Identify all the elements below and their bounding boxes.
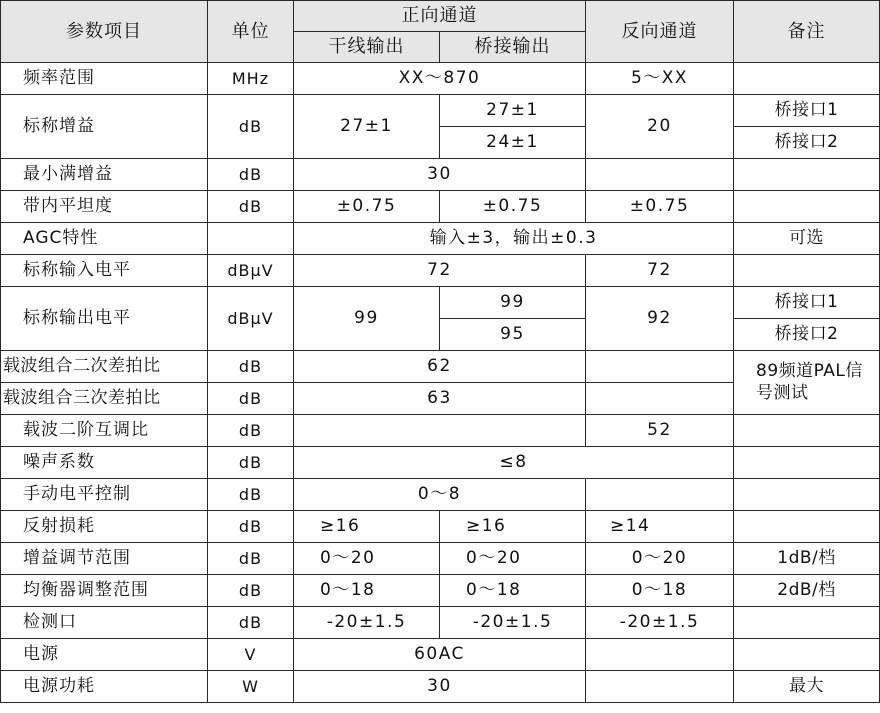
param-cell: 载波组合三次差拍比 [1, 383, 208, 415]
unit-cell: dBμV [208, 287, 294, 351]
note-cell [734, 191, 880, 223]
reverse-value-cell: 5～XX [586, 63, 734, 95]
forward-value-cell [294, 415, 586, 447]
param-cell: 标称输入电平 [1, 255, 208, 287]
unit-cell [208, 223, 294, 255]
unit-cell: dB [208, 351, 294, 383]
forward-value-cell: XX～870 [294, 63, 586, 95]
note-cell: 2dB/档 [734, 575, 880, 607]
trunk-value-cell: ≥16 [294, 511, 440, 543]
agc-value-cell: 输入±3，输出±0.3 [294, 223, 734, 255]
header-unit: 单位 [208, 1, 294, 63]
noise-figure-value-cell: ≤8 [294, 447, 734, 479]
unit-cell: dB [208, 607, 294, 639]
table-header [1, 1, 880, 63]
table-row [1, 223, 880, 255]
unit-cell: MHz [208, 63, 294, 95]
note-cell: 桥接口1 [734, 95, 880, 127]
bridge-value-cell: -20±1.5 [440, 607, 586, 639]
table-row [1, 287, 880, 319]
reverse-value-cell [586, 671, 734, 703]
table-row [1, 351, 880, 383]
unit-cell: dB [208, 479, 294, 511]
note-cell: 桥接口2 [734, 127, 880, 159]
reverse-value-cell [586, 479, 734, 511]
param-cell: 载波组合二次差拍比 [1, 351, 208, 383]
forward-value-cell: 30 [294, 671, 586, 703]
param-cell: 手动电平控制 [1, 479, 208, 511]
reverse-value-cell: 20 [586, 95, 734, 159]
unit-cell: dBμV [208, 255, 294, 287]
unit-cell: dB [208, 191, 294, 223]
trunk-value-cell: 27±1 [294, 95, 440, 159]
forward-value-cell: 60AC [294, 639, 586, 671]
reverse-value-cell: 0～20 [586, 543, 734, 575]
note-cell [734, 639, 880, 671]
unit-cell: dB [208, 575, 294, 607]
note-cell [734, 607, 880, 639]
unit-cell: dB [208, 415, 294, 447]
bridge-value-cell: ±0.75 [440, 191, 586, 223]
note-cell [734, 63, 880, 95]
unit-cell: dB [208, 511, 294, 543]
reverse-value-cell [586, 159, 734, 191]
note-cell: 桥接口2 [734, 319, 880, 351]
forward-value-cell: 63 [294, 383, 586, 415]
table-row [1, 415, 880, 447]
param-cell: 检测口 [1, 607, 208, 639]
reverse-value-cell: ±0.75 [586, 191, 734, 223]
unit-cell: W [208, 671, 294, 703]
header-forward-channel: 正向通道 [294, 1, 586, 32]
table-row [1, 479, 880, 511]
forward-value-cell: 62 [294, 351, 586, 383]
header-trunk-output: 干线输出 [294, 32, 440, 63]
bridge-value-cell: 27±1 [440, 95, 586, 127]
bridge-value-cell: 0～20 [440, 543, 586, 575]
note-cell [734, 159, 880, 191]
unit-cell: dB [208, 159, 294, 191]
note-cell: 可选 [734, 223, 880, 255]
unit-cell: V [208, 639, 294, 671]
param-cell: 载波二阶互调比 [1, 415, 208, 447]
table-row [1, 159, 880, 191]
param-cell: 最小满增益 [1, 159, 208, 191]
table-row [1, 191, 880, 223]
forward-value-cell: 0～8 [294, 479, 586, 511]
reverse-value-cell [586, 383, 734, 415]
note-cell [734, 447, 880, 479]
table-row [1, 255, 880, 287]
bridge-value-cell: 24±1 [440, 127, 586, 159]
table-row [1, 639, 880, 671]
param-cell: 标称输出电平 [1, 287, 208, 351]
reverse-value-cell: ≥14 [586, 511, 734, 543]
note-cell: 1dB/档 [734, 543, 880, 575]
note-cell [734, 479, 880, 511]
bridge-value-cell: 95 [440, 319, 586, 351]
header-notes: 备注 [734, 1, 880, 63]
reverse-value-cell: 92 [586, 287, 734, 351]
note-cell [734, 415, 880, 447]
param-cell: 噪声系数 [1, 447, 208, 479]
param-cell: 反射损耗 [1, 511, 208, 543]
note-cell: 最大 [734, 671, 880, 703]
reverse-value-cell: 52 [586, 415, 734, 447]
unit-cell: dB [208, 95, 294, 159]
trunk-value-cell: -20±1.5 [294, 607, 440, 639]
header-reverse-channel: 反向通道 [586, 1, 734, 63]
cso-ctb-note-cell: 89频道PAL信号测试 [734, 351, 880, 415]
param-cell: 增益调节范围 [1, 543, 208, 575]
unit-cell: dB [208, 447, 294, 479]
forward-value-cell: 72 [294, 255, 586, 287]
reverse-value-cell: -20±1.5 [586, 607, 734, 639]
header-param: 参数项目 [1, 1, 208, 63]
reverse-value-cell [586, 639, 734, 671]
forward-value-cell: 30 [294, 159, 586, 191]
unit-cell: dB [208, 543, 294, 575]
trunk-value-cell: 0～20 [294, 543, 440, 575]
table-row [1, 607, 880, 639]
reverse-value-cell: 0～18 [586, 575, 734, 607]
param-cell: 电源 [1, 639, 208, 671]
reverse-value-cell: 72 [586, 255, 734, 287]
note-cell [734, 255, 880, 287]
table-row [1, 511, 880, 543]
param-cell: 带内平坦度 [1, 191, 208, 223]
note-cell [734, 511, 880, 543]
bridge-value-cell: ≥16 [440, 511, 586, 543]
param-cell: 电源功耗 [1, 671, 208, 703]
table-row [1, 447, 880, 479]
param-cell: 频率范围 [1, 63, 208, 95]
table-row [1, 63, 880, 95]
bridge-value-cell: 99 [440, 287, 586, 319]
param-cell: 标称增益 [1, 95, 208, 159]
param-cell: AGC特性 [1, 223, 208, 255]
table-row [1, 543, 880, 575]
bridge-value-cell: 0～18 [440, 575, 586, 607]
header-bridge-output: 桥接输出 [440, 32, 586, 63]
table-row [1, 671, 880, 703]
reverse-value-cell [586, 351, 734, 383]
table-row [1, 575, 880, 607]
table-row [1, 95, 880, 127]
trunk-value-cell: ±0.75 [294, 191, 440, 223]
note-cell: 桥接口1 [734, 287, 880, 319]
unit-cell: dB [208, 383, 294, 415]
trunk-value-cell: 99 [294, 287, 440, 351]
param-cell: 均衡器调整范围 [1, 575, 208, 607]
trunk-value-cell: 0～18 [294, 575, 440, 607]
